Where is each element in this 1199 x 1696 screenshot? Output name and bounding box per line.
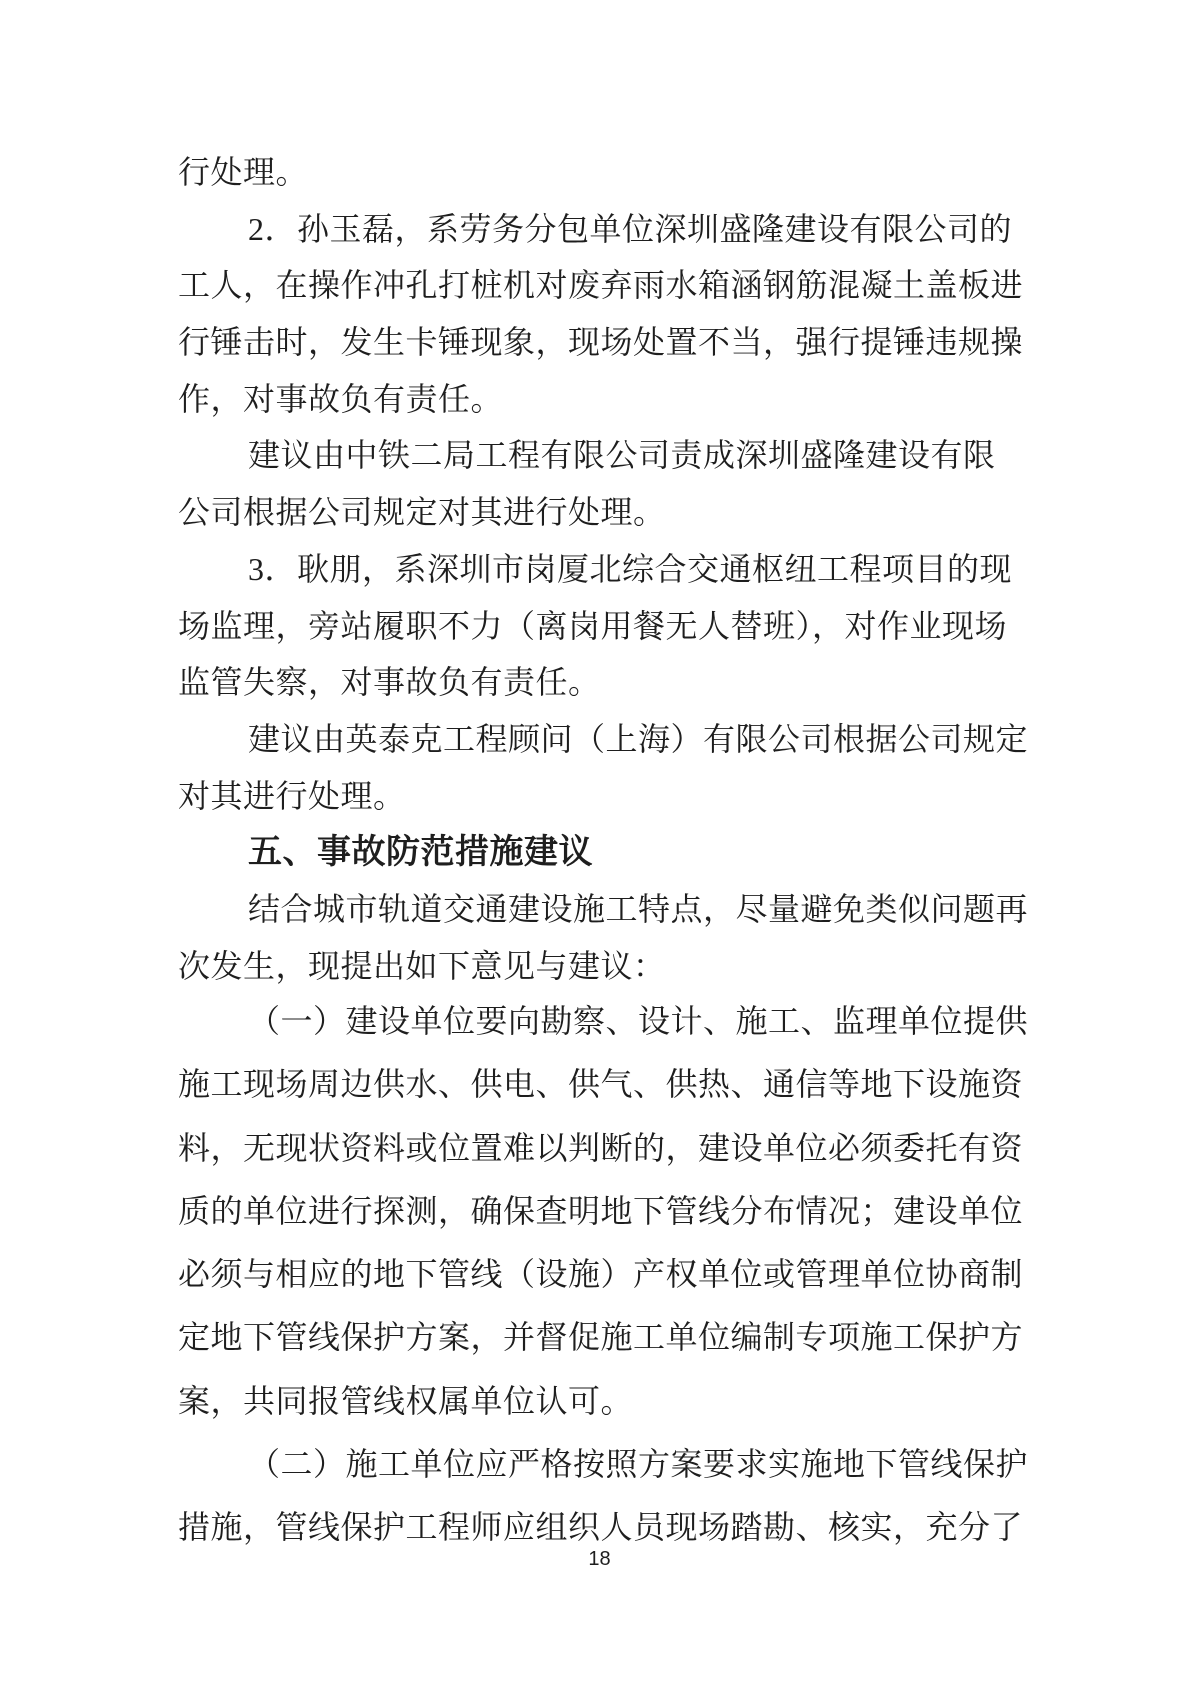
text-line: 公司根据公司规定对其进行处理。 — [178, 494, 666, 531]
text-line: 建议由英泰克工程顾问（上海）有限公司根据公司规定 — [248, 720, 1029, 757]
text-line: 质的单位进行探测，确保查明地下管线分布情况；建设单位 — [178, 1192, 1024, 1229]
text-line: 场监理，旁站履职不力（离岗用餐无人替班），对作业现场 — [178, 607, 1008, 644]
text-line: 行处理。 — [178, 154, 309, 190]
text-line: 措施，管线保护工程师应组织人员现场踏勘、核实，充分了 — [178, 1509, 1024, 1546]
text-line: 3．耿朋，系深圳市岗厦北综合交通枢纽工程项目的现 — [248, 550, 1013, 587]
text-line: 定地下管线保护方案，并督促施工单位编制专项施工保护方 — [178, 1319, 1024, 1356]
text-block-upper — [178, 144, 1058, 994]
text-line: 结合城市轨道交通建设施工特点，尽量避免类似问题再 — [248, 890, 1029, 927]
text-line: 建议由中铁二局工程有限公司责成深圳盛隆建设有限 — [248, 437, 996, 474]
text-line: 2．孙玉磊，系劳务分包单位深圳盛隆建设有限公司的 — [248, 210, 1013, 247]
text-line: 行锤击时，发生卡锤现象，现场处置不当，强行提锤违规操 — [178, 324, 1024, 361]
text-line: 案，共同报管线权属单位认可。 — [178, 1382, 634, 1419]
text-line: 作，对事故负有责任。 — [178, 380, 504, 417]
text-line: 对其进行处理。 — [178, 777, 406, 814]
page-number: 18 — [588, 1548, 611, 1570]
text-line: 料，无现状资料或位置难以判断的，建设单位必须委托有资 — [178, 1129, 1024, 1166]
text-line: （一）建设单位要向勘察、设计、施工、监理单位提供 — [248, 1003, 1029, 1039]
text-line: （二）施工单位应严格按照方案要求实施地下管线保护 — [248, 1446, 1029, 1483]
text-line: 施工现场周边供水、供电、供气、供热、通信等地下设施资 — [178, 1066, 1024, 1103]
text-line: 必须与相应的地下管线（设施）产权单位或管理单位协商制 — [178, 1256, 1024, 1293]
text-line: 工人，在操作冲孔打桩机对废弃雨水箱涵钢筋混凝土盖板进 — [178, 267, 1024, 304]
text-line: 监管失察，对事故负有责任。 — [178, 664, 601, 701]
section-heading: 五、事故防范措施建议 — [248, 833, 593, 872]
text-line: 次发生，现提出如下意见与建议： — [178, 947, 666, 984]
text-block-lower — [178, 990, 1058, 1560]
